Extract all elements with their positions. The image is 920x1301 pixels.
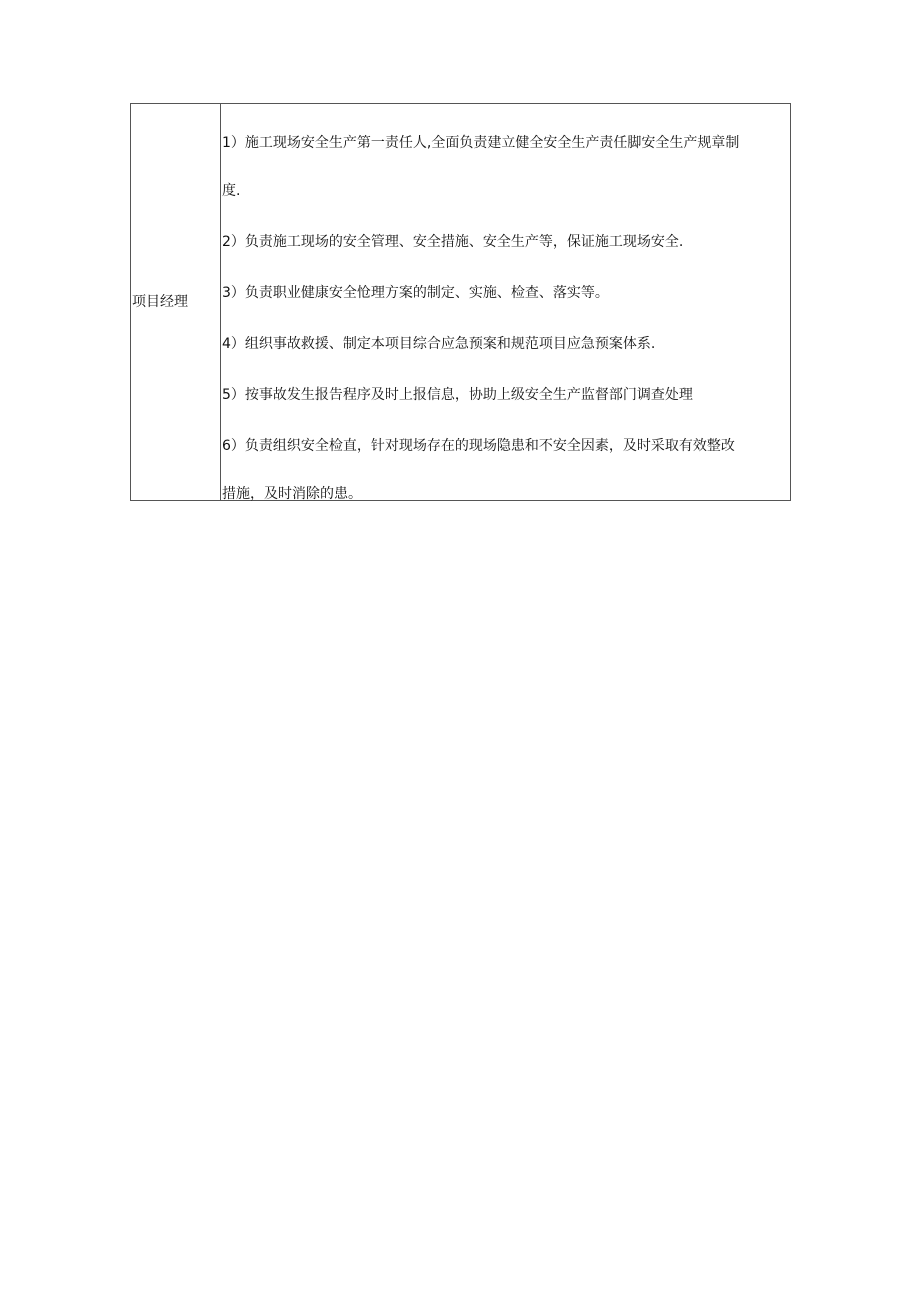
list-item xyxy=(222,434,784,506)
duty-5-line-1: 5）按事故发生报告程序及时上报信息，协助上级安全生产监督部门调查处理 xyxy=(222,387,693,403)
duty-6-line-2: 措施，及时消除的患。 xyxy=(222,486,362,502)
duty-1-line-2: 度. xyxy=(222,183,241,199)
duty-list xyxy=(222,131,784,506)
duty-1-line-1: 1）施工现场安全生产第一责任人,全面负责建立健全安全生产责任脚安全生产规章制 xyxy=(222,135,740,151)
duty-3-line-1: 3）负责职业健康安全怆理方案的制定、实施、检查、落实等。 xyxy=(222,285,609,301)
line-spacer xyxy=(222,155,784,179)
list-item xyxy=(222,281,784,305)
list-item xyxy=(222,131,784,203)
duty-2-line-1: 2）负责施工现场的安全管理、安全措施、安全生产等，保证施工现场安全. xyxy=(222,234,684,250)
responsibility-table xyxy=(130,103,791,501)
duty-6-line-1: 6）负责组织安全检直，针对现场存在的现场隐患和不安全因素，及时采取有效整改 xyxy=(222,438,735,454)
item-spacer xyxy=(222,254,784,281)
item-spacer xyxy=(222,407,784,434)
table-row xyxy=(131,104,791,501)
item-spacer xyxy=(222,305,784,332)
role-cell xyxy=(131,104,221,501)
role-label: 项目经理 xyxy=(132,294,188,310)
duties-cell xyxy=(221,104,791,501)
item-spacer xyxy=(222,203,784,230)
duty-4-line-1: 4）组织事故救援、制定本项目综合应急预案和规范项目应急预案体系. xyxy=(222,336,656,352)
list-item xyxy=(222,332,784,356)
list-item xyxy=(222,383,784,407)
line-spacer xyxy=(222,458,784,482)
list-item xyxy=(222,230,784,254)
item-spacer xyxy=(222,356,784,383)
